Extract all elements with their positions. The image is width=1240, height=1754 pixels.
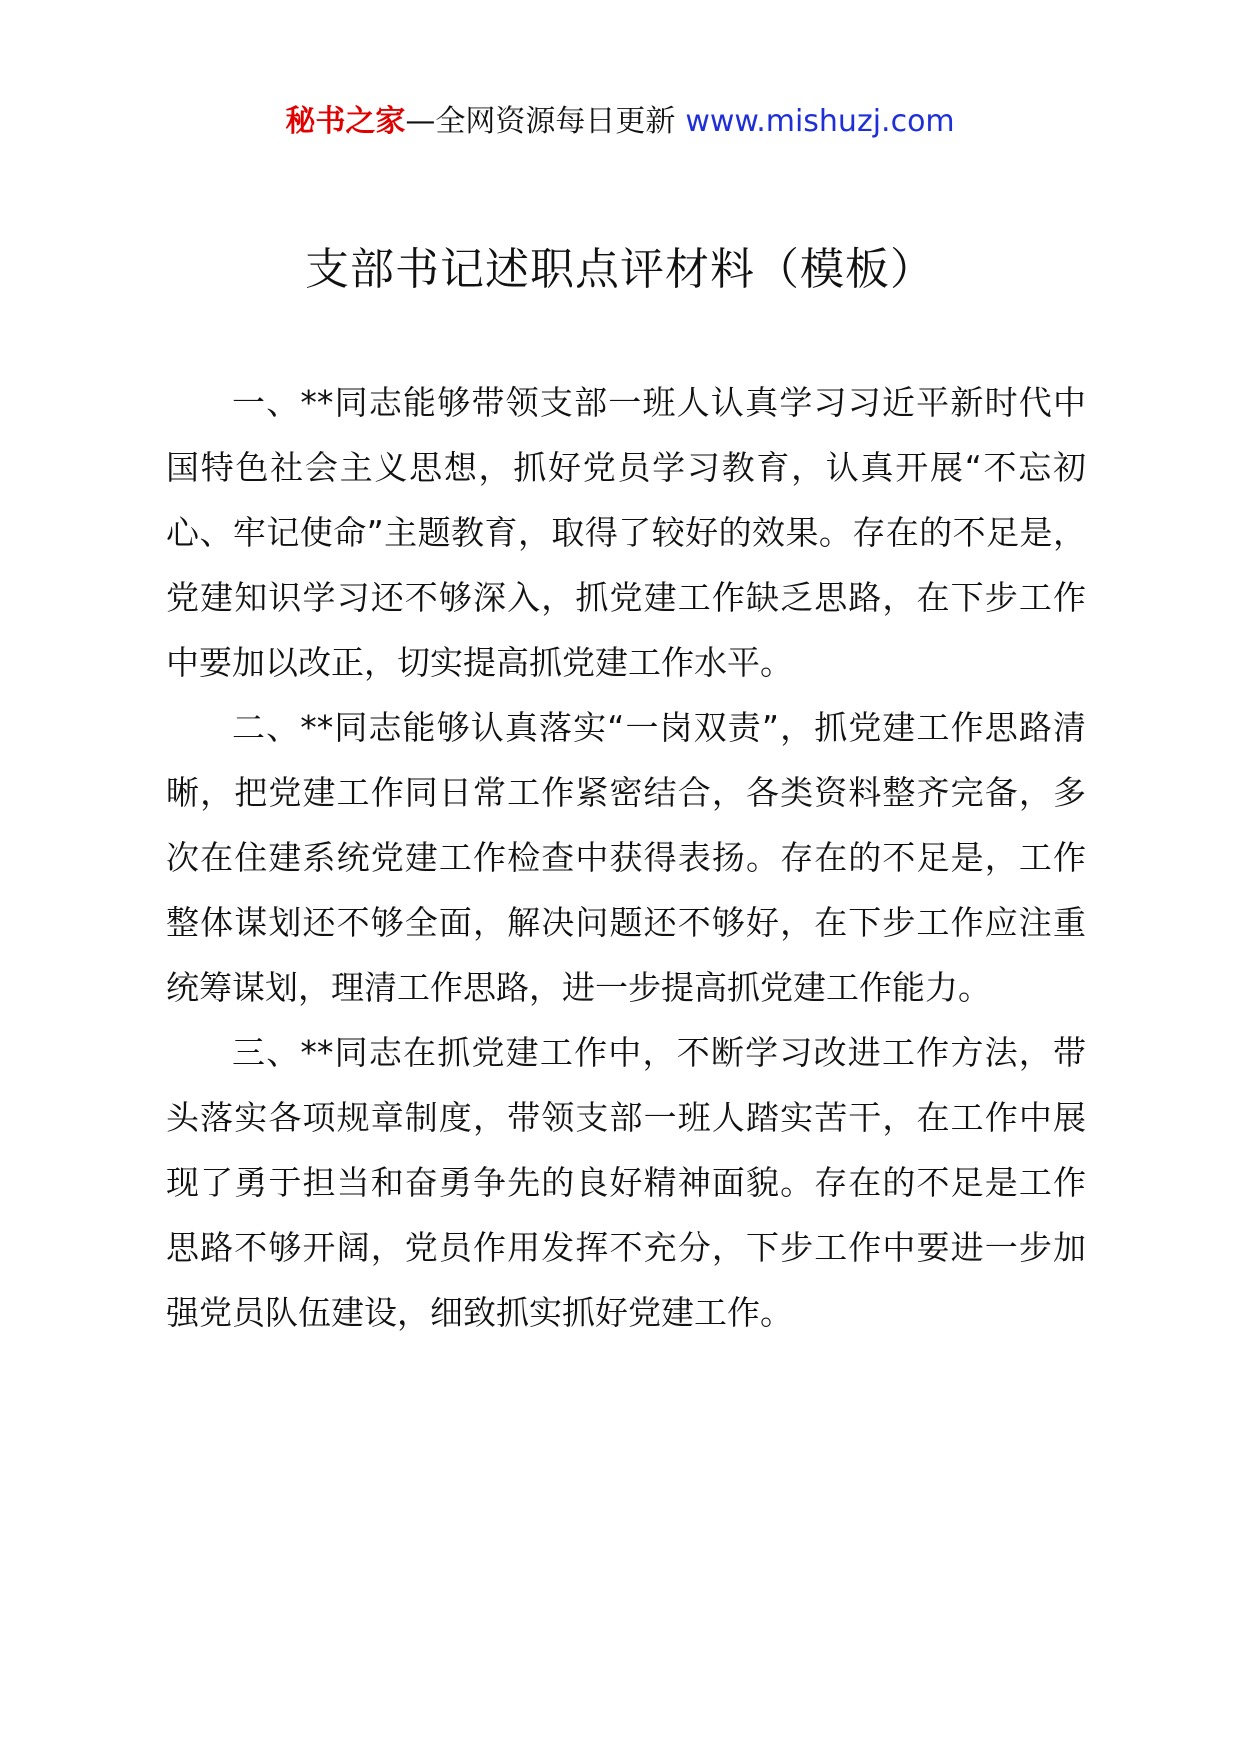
brand-name: 秘书之家 <box>285 104 406 139</box>
site-header <box>0 100 1240 144</box>
site-url-link[interactable]: www.mishuzj.com <box>685 104 955 139</box>
paragraph-3: 三、**同志在抓党建工作中，不断学习改进工作方法，带头落实各项规章制度，带领支部一班人踏实苦干，在工作中展现了勇于担当和奋勇争先的良好精神面貌。存在的不足是工作思路不够开阔，党员作用发挥不充分，下步工作中要进一步加强党员队伍建设，细致抓实抓好党建工作。 <box>166 1033 1086 1332</box>
document-body <box>166 370 1086 1345</box>
paragraph-1: 一、**同志能够带领支部一班人认真学习习近平新时代中国特色社会主义思想，抓好党员学习教育，认真开展“不忘初心、牢记使命”主题教育，取得了较好的效果。存在的不足是，党建知识学习还不够深入，抓党建工作缺乏思路，在下步工作中要加以改正，切实提高抓党建工作水平。 <box>166 383 1086 682</box>
site-slogan: —全网资源每日更新 <box>405 104 676 139</box>
document-title: 支部书记述职点评材料（模板） <box>305 244 935 295</box>
paragraph-2: 二、**同志能够认真落实“一岗双责”，抓党建工作思路清晰，把党建工作同日常工作紧密结合，各类资料整齐完备，多次在住建系统党建工作检查中获得表扬。存在的不足是，工作整体谋划还不够全面，解决问题还不够好，在下步工作应注重统筹谋划，理清工作思路，进一步提高抓党建工作能力。 <box>166 708 1086 1007</box>
